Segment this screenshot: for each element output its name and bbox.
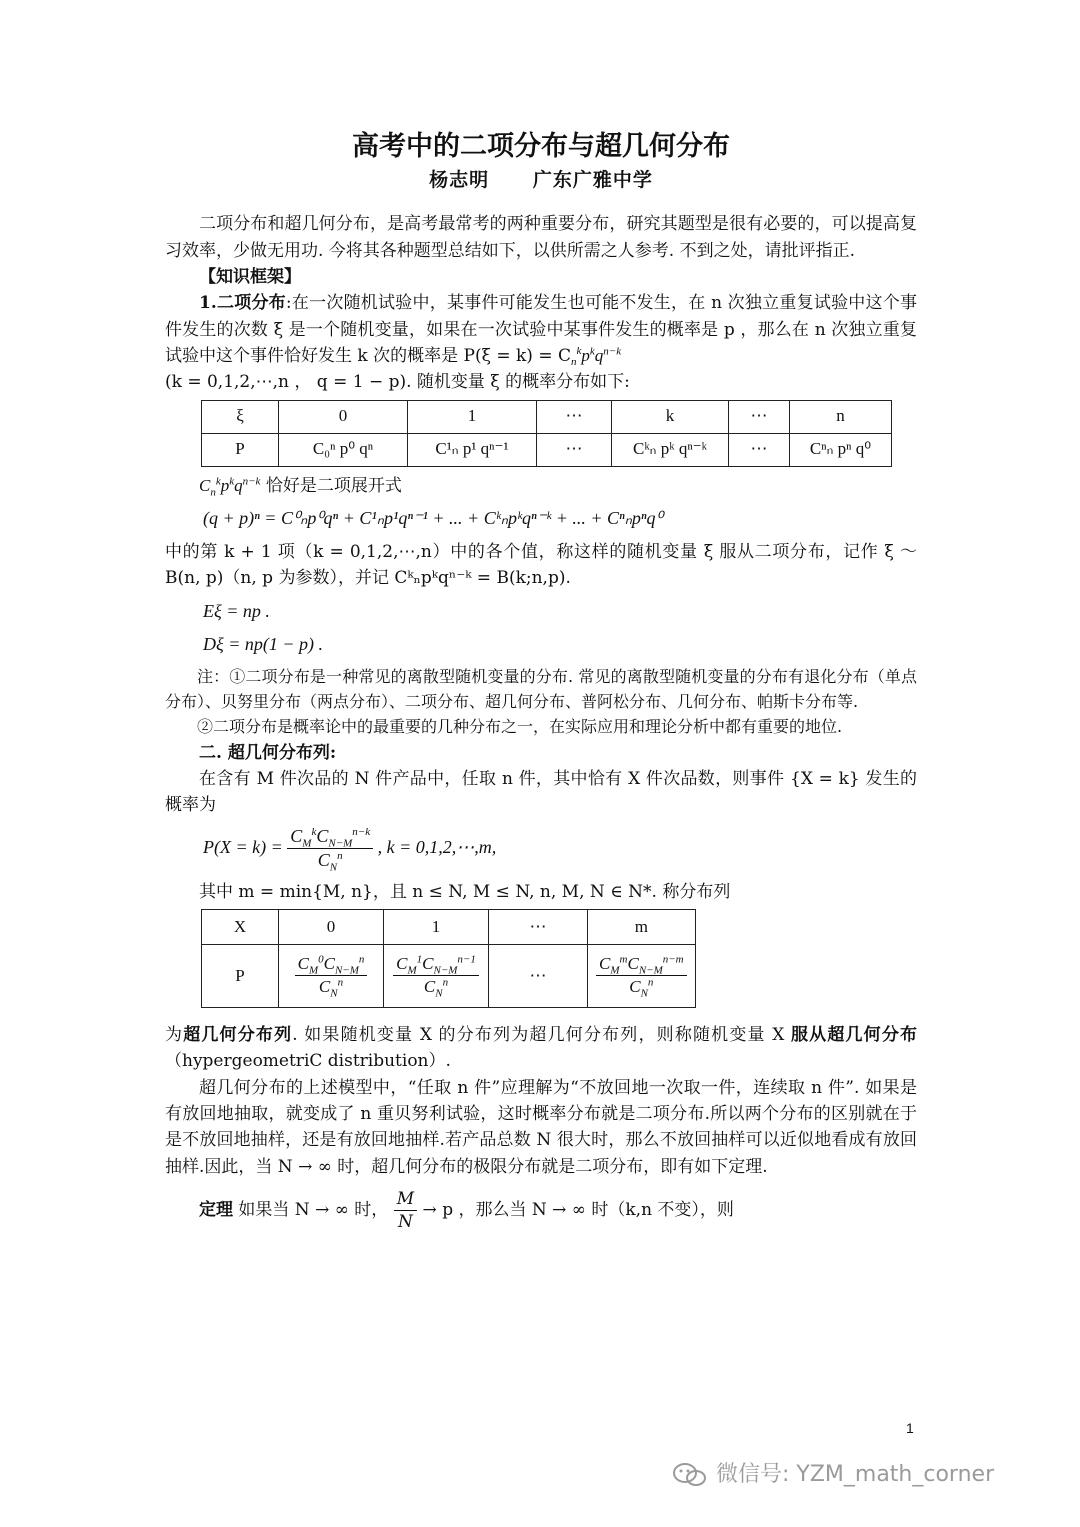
binomial-definition: 1.二项分布:在一次随机试验中，某事件可能发生也可能不发生，在 n 次独立重复试验中这个事件发生的次数 ξ 是一个随机变量，如果在一次试验中某事件发生的概率是 p ，那么在 n 次独立重复试验中这个事件恰好发生 k 次的概率是 $P(\xi = k) = C_n^kp^kq^{n-k}$ — [165, 293, 918, 369]
hyper-table — [201, 909, 696, 1008]
hyper-text: 在含有 M 件次品的 N 件产品中，任取 n 件，其中恰有 X 件次品数，则事件 {X = k} 发生的概率为 — [165, 769, 917, 816]
table-cell: ξ — [202, 400, 279, 433]
hyper-heading: 二. 超几何分布列: — [199, 742, 337, 763]
table-cell: ⋯ — [489, 909, 588, 944]
table-cell: P — [202, 433, 279, 466]
watermark — [672, 1458, 994, 1492]
table-cell: Cⁿₙ pⁿ q⁰ — [790, 433, 892, 466]
table-cell: Cᵏₙ pᵏ qⁿ⁻ᵏ — [612, 433, 729, 466]
hyper-formula: P(X = k) = $\frac{C_M^kC_{N-M}^{n-k}}{C_N^n}$ , k = 0,1,2,⋯,m, — [203, 825, 497, 874]
hyper-explanation: 超几何分布的上述模型中，“任取 n 件”应理解为“不放回地一次取一件，连续取 n 件”. 如果是有放回地抽取，就变成了 n 重贝努利试验，这时概率分布就是二项分布.所以两个分布的区别就在于是不放回地抽样，还是有放回地抽样.若产品总数 N 很大时，那么不放回抽样可以近似地看成有放回抽样.因此，当 N → ∞ 时，超几何分布的极限分布就是二项分布，即有如下定理. — [165, 1077, 917, 1177]
intro-paragraph: 二项分布和超几何分布，是高考最常考的两种重要分布，研究其题型是很有必要的，可以提高复习效率，少做无用功. 今将其各种题型总结如下，以供所需之人参考. 不到之处，请批评指正. — [165, 214, 917, 261]
table-cell: 0 — [279, 909, 384, 944]
binomial-table — [201, 400, 892, 467]
page-title: 高考中的二项分布与超几何分布 — [352, 131, 730, 162]
author-line — [165, 166, 917, 195]
hyper-condition: 其中 m = min{M, n}，且 n ≤ N, M ≤ N, n, M, N ∈ N*. 称分布列 — [199, 881, 731, 902]
table-cell: 0 — [279, 400, 408, 433]
table-cell: ⋯ — [537, 400, 612, 433]
table-cell: k — [612, 400, 729, 433]
table-cell: 1 — [408, 400, 537, 433]
binomial-mean: Eξ = np . — [203, 600, 270, 621]
author-name: 杨志明 — [429, 168, 490, 191]
hyper-definition: 为超几何分布列. 如果随机变量 X 的分布列为超几何分布列，则称随机变量 X 服从超几何分布（hypergeometriC distribution）. — [165, 1024, 918, 1072]
table-cell: C¹ₙ p¹ qⁿ⁻¹ — [408, 433, 537, 466]
binomial-expansion: (q + p)ⁿ = C⁰ₙp⁰qⁿ + C¹ₙp¹qⁿ⁻¹ + ... + Cᵏₙpᵏqⁿ⁻ᵏ + ... + Cⁿₙpⁿq⁰ — [203, 507, 663, 528]
expansion-lead: $C_n^kp^kq^{n-k}$ 恰好是二项展开式 — [199, 474, 402, 499]
table-cell: $\frac{C_M^1C_{N-M}^{n-1}}{C_N^n}$ — [384, 944, 489, 1007]
table-cell: ⋯ — [489, 944, 588, 1007]
table-cell: m — [588, 909, 696, 944]
document-page — [165, 128, 917, 1233]
table-cell: ⋯ — [537, 433, 612, 466]
note-2: ②二项分布是概率论中的最重要的几种分布之一，在实际应用和理论分析中都有重要的地位. — [197, 716, 843, 736]
binomial-after: 中的第 k + 1 项（k = 0,1,2,⋯,n）中的各个值，称这样的随机变量 ξ 服从二项分布，记作 ξ ～ B(n, p)（n, p 为参数），并记 Cᵏₙpᵏqⁿ⁻ᵏ = B(k;n,p). — [165, 541, 917, 589]
watermark-text: 微信号: YZM_math_corner — [716, 1462, 995, 1487]
binomial-variance: Dξ = np(1 − p) . — [203, 634, 323, 655]
table-cell: ⋯ — [729, 400, 790, 433]
binomial-text: :在一次随机试验中，某事件可能发生也可能不发生，在 n 次独立重复试验中这个事件发生的次数 ξ 是一个随机变量，如果在一次试验中某事件发生的概率是 p ，那么在 n 次独立重复试验中这个事件恰好发生 k 次的概率是 P(ξ = k) = C — [165, 293, 918, 366]
table-cell: ⋯ — [729, 433, 790, 466]
table-cell: $\frac{C_M^0C_{N-M}^n}{C_N^n}$ — [279, 944, 384, 1007]
section-header: 【知识框架】 — [199, 266, 301, 287]
binomial-heading: 1.二项分布 — [199, 293, 286, 314]
table-cell: C₀ⁿ p⁰ qⁿ — [279, 433, 408, 466]
theorem: 定理 如果当 N → ∞ 时， $\frac{M}{N}$ → p ，那么当 N → ∞ 时（k,n 不变），则 — [199, 1188, 734, 1233]
table-cell: n — [790, 400, 892, 433]
binomial-params: (k = 0,1,2,⋯,n ， q = 1 − p). 随机变量 ξ 的概率分布如下: — [165, 372, 630, 393]
table-cell: $\frac{C_M^mC_{N-M}^{n-m}}{C_N^n}$ — [588, 944, 696, 1007]
page-number: 1 — [906, 1420, 914, 1436]
table-cell: X — [202, 909, 279, 944]
table-cell: 1 — [384, 909, 489, 944]
wechat-icon — [672, 1461, 708, 1489]
note-1: 注：①二项分布是一种常见的离散型随机变量的分布. 常见的离散型随机变量的分布有退化分布（单点分布）、贝努里分布（两点分布）、二项分布、超几何分布、普阿松分布、几何分布、帕斯卡分布等. — [165, 667, 917, 712]
author-school: 广东广雅中学 — [532, 168, 653, 191]
table-cell: P — [202, 944, 279, 1007]
